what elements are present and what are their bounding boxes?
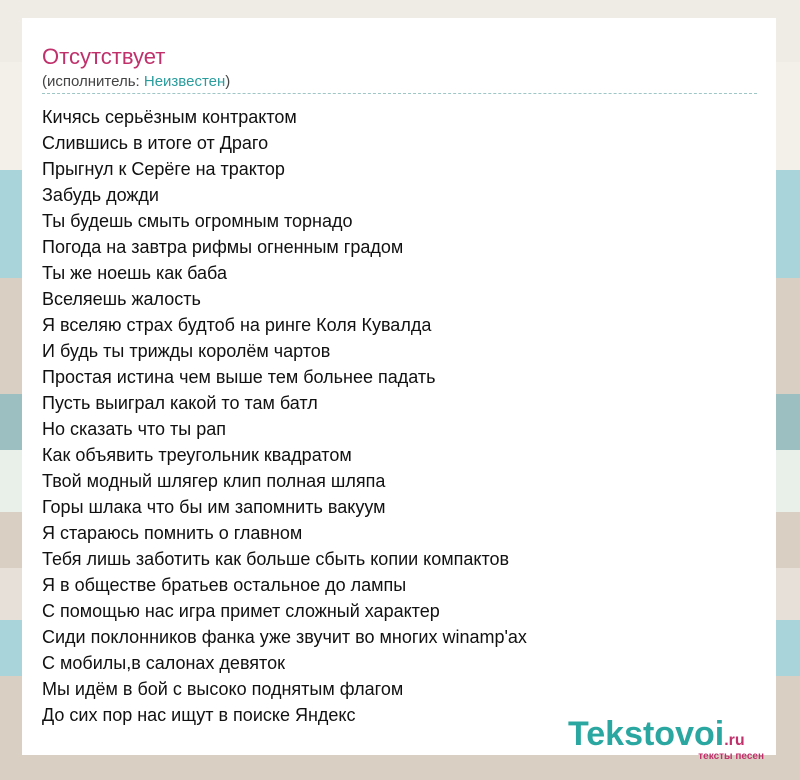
lyric-line: Я вселяю страх будтоб на ринге Коля Кувалда: [42, 315, 432, 335]
lyric-line: Пусть выиграл какой то там батл: [42, 393, 318, 413]
lyric-line: Я стараюсь помнить о главном: [42, 523, 303, 543]
lyric-line: Забудь дожди: [42, 185, 159, 205]
site-logo[interactable]: [568, 715, 778, 765]
lyric-line: Слившись в итоге от Драго: [42, 133, 269, 153]
lyric-line: Тебя лишь заботить как больше сбыть копии компактов: [42, 549, 510, 569]
lyrics-list: [42, 104, 527, 728]
lyric-line: Ты же ноешь как баба: [42, 263, 227, 283]
lyric-line: Сиди поклонников фанка уже звучит во многих winamp'ах: [42, 627, 527, 647]
performer-prefix: (исполнитель:: [42, 73, 144, 90]
logo-domain: .ru: [724, 732, 745, 749]
lyric-line: С мобилы,в салонах девяток: [42, 653, 285, 673]
lyric-line: Погода на завтра рифмы огненным градом: [42, 237, 404, 257]
performer-link[interactable]: Неизвестен: [143, 73, 226, 90]
lyric-line: Мы идём в бой с высоко поднятым флагом: [42, 679, 404, 699]
logo-main-text: Tekstovoi: [568, 715, 725, 753]
lyric-line: Прыгнул к Серёге на трактор: [42, 159, 285, 179]
lyric-line: Я в обществе братьев остальное до лампы: [42, 575, 407, 595]
lyric-line: Ты будешь смыть огромным торнадо: [42, 211, 353, 231]
lyric-line: Простая истина чем выше тем больнее падать: [42, 367, 436, 387]
lyric-line: До сих пор нас ищут в поиске Яндекс: [42, 705, 356, 725]
song-title: Отсутствует: [42, 44, 166, 69]
lyric-line: Но сказать что ты рап: [42, 419, 226, 439]
logo-tagline: тексты песен: [698, 751, 764, 762]
lyric-line: Вселяешь жалость: [42, 289, 201, 309]
lyric-line: И будь ты трижды королём чартов: [42, 341, 331, 361]
lyrics-card: [22, 18, 776, 762]
lyric-line: Твой модный шлягер клип полная шляпа: [42, 471, 386, 491]
performer-line: [42, 73, 230, 90]
lyric-line: С помощью нас игра примет сложный характер: [42, 601, 440, 621]
lyric-line: Кичясь серьёзным контрактом: [42, 107, 297, 127]
lyric-line: Горы шлака что бы им запомнить вакуум: [42, 497, 386, 517]
performer-suffix: ): [225, 73, 231, 90]
lyric-line: Как объявить треугольник квадратом: [42, 445, 352, 465]
divider: [42, 93, 757, 94]
